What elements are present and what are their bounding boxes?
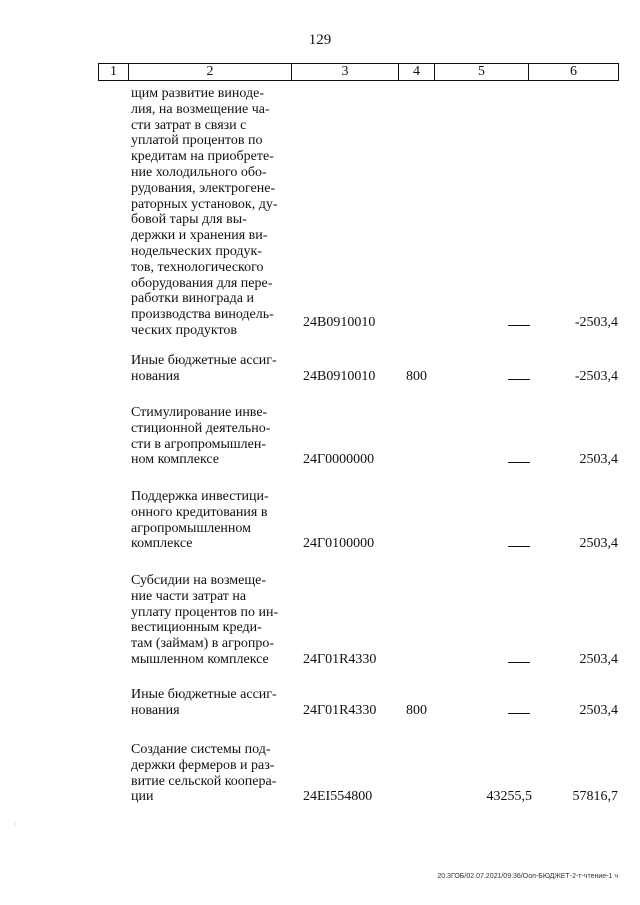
row-amount: -2503,4 bbox=[574, 315, 618, 330]
row-amount: 57816,7 bbox=[572, 789, 618, 804]
row-code: 24Г01R4330 bbox=[303, 652, 377, 667]
margin-mark: · bbox=[14, 820, 17, 829]
row-code: 24Г0000000 bbox=[303, 452, 375, 467]
row-code: 24ЕI554800 bbox=[303, 789, 373, 804]
row-code: 24В0910010 bbox=[303, 369, 376, 384]
row-expense-type: 800 bbox=[406, 703, 427, 718]
row-description: Стимулирование инве- стиционной деятельно- сти в агропромышлен- ном комплексе bbox=[131, 405, 271, 468]
row-col5-dash bbox=[508, 325, 530, 326]
row-col5-dash bbox=[508, 379, 530, 380]
row-col5-dash bbox=[508, 546, 530, 547]
row-expense-type: 800 bbox=[406, 369, 427, 384]
row-amount: 2503,4 bbox=[579, 536, 618, 551]
row-code: 24Г0100000 bbox=[303, 536, 375, 551]
row-description: Субсидии на возмеще- ние части затрат на уплату процентов по ин- вестиционным креди- там (займам) в агропро- мышленном комплексе bbox=[131, 573, 279, 667]
table-header bbox=[98, 63, 619, 81]
row-code: 24В0910010 bbox=[303, 315, 376, 330]
row-code: 24Г01R4330 bbox=[303, 703, 377, 718]
row-amount: 2503,4 bbox=[579, 452, 618, 467]
row-description: Создание системы под- держки фермеров и раз- витие сельской коопера- ции bbox=[131, 742, 277, 805]
header-col-4: 4 bbox=[399, 64, 435, 80]
row-description: Иные бюджетные ассиг- нования bbox=[131, 687, 277, 718]
row-col5-dash bbox=[508, 713, 530, 714]
row-description: щим развитие виноде- лия, на возмещение ча- сти затрат в связи с уплатой процентов по кредитам на приобрете- ние холодильного обо- рудования, электрогене- раторных установок, ду- бовой тары для вы- держки и хранения ви- нодельческих продук- тов, технологического оборудования для пере- работки винограда и производства винодель- ческих продуктов bbox=[131, 86, 278, 338]
header-col-6: 6 bbox=[570, 64, 577, 79]
row-col5-dash bbox=[508, 662, 530, 663]
row-description: Поддержка инвестици- онного кредитования в агропромышленном комплексе bbox=[131, 489, 269, 552]
header-col-2: 2 bbox=[129, 64, 292, 80]
header-col-3: 3 bbox=[292, 64, 399, 80]
row-col5-amount: 43255,5 bbox=[486, 789, 532, 804]
header-col-1: 1 bbox=[99, 64, 129, 80]
row-amount: 2503,4 bbox=[579, 652, 618, 667]
document-footer: 20.3ГОБ/02.07.2021/09:36/Ооп-БЮДЖЕТ-2-т-чтение-1 ч bbox=[437, 873, 618, 880]
row-amount: 2503,4 bbox=[579, 703, 618, 718]
row-description: Иные бюджетные ассиг- нования bbox=[131, 353, 277, 384]
row-col5-dash bbox=[508, 462, 530, 463]
header-col-5: 5 bbox=[435, 64, 529, 80]
row-amount: -2503,4 bbox=[574, 369, 618, 384]
page-number: 129 bbox=[308, 32, 332, 48]
